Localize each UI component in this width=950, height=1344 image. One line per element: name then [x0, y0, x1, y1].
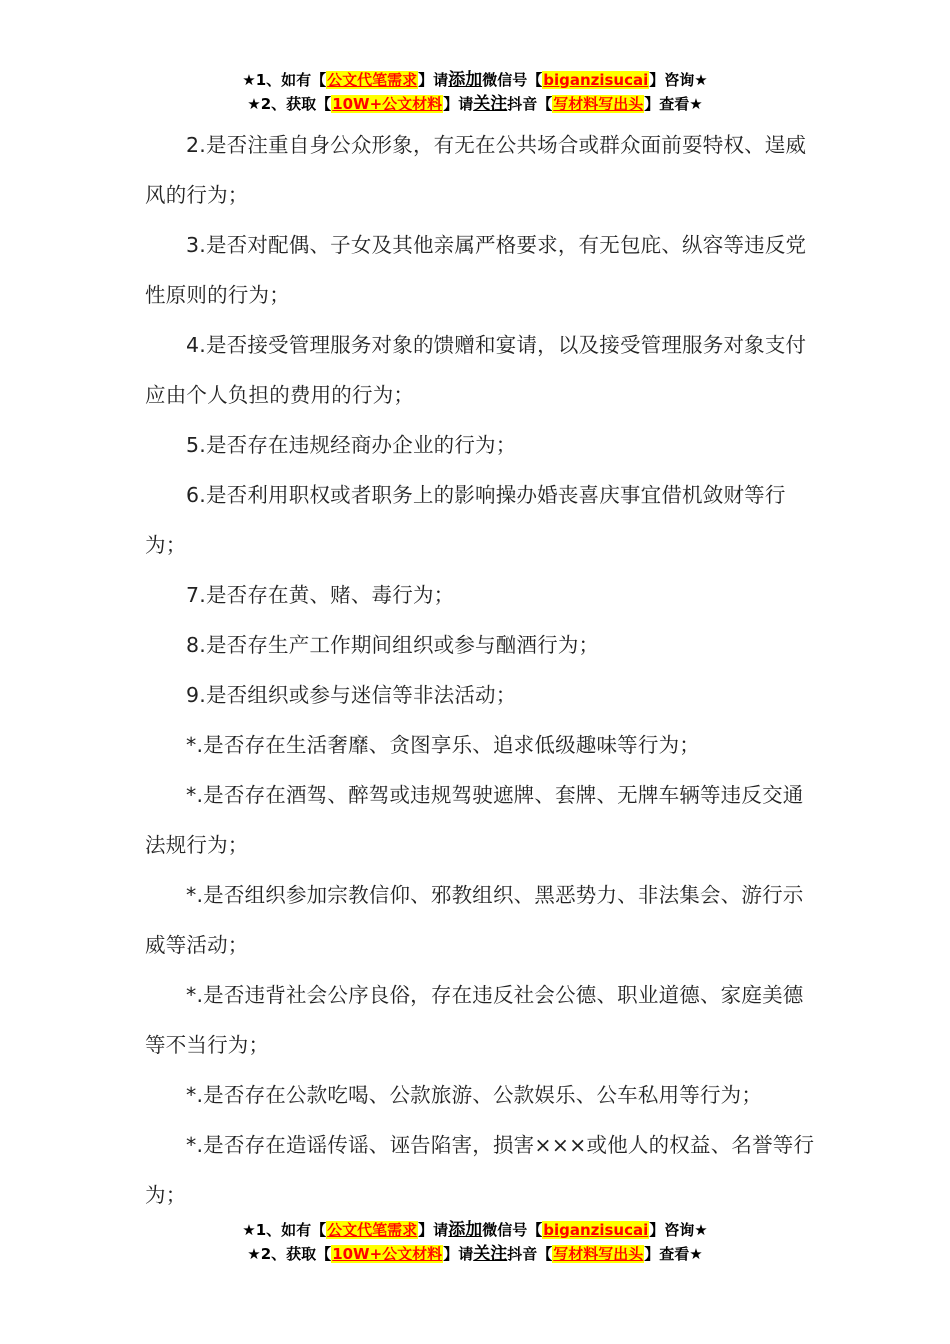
- highlight-service: 公文代笔需求: [327, 1221, 418, 1239]
- paragraph: *.是否存在酒驾、醉驾或违规驾驶遮牌、套牌、无牌车辆等违反交通法规行为；: [145, 783, 804, 857]
- highlight-materials: 10W+公文材料: [332, 1245, 443, 1263]
- banner-line-2: [0, 92, 950, 116]
- banner-text: ★2、获取【: [247, 95, 332, 113]
- banner-text: 抖音【: [507, 95, 553, 113]
- banner-text: 】咨询★: [649, 1221, 708, 1239]
- highlight-service: 公文代笔需求: [327, 71, 418, 89]
- paragraph: 2.是否注重自身公众形象，有无在公共场合或群众面前耍特权、逞威风的行为；: [145, 133, 807, 207]
- banner-text: ★1、如有【: [242, 1221, 327, 1239]
- banner-emphasis: 关注: [473, 1244, 508, 1264]
- paragraph: 9.是否组织或参与迷信等非法活动；: [186, 683, 517, 707]
- banner-text: 】查看★: [644, 95, 703, 113]
- banner-emphasis: 添加: [448, 70, 483, 90]
- paragraph: 6.是否利用职权或者职务上的影响操办婚丧喜庆事宜借机敛财等行为；: [145, 483, 786, 557]
- paragraph: *.是否违背社会公序良俗，存在违反社会公德、职业道德、家庭美德等不当行为；: [145, 983, 804, 1057]
- banner-line-1: [0, 1218, 950, 1242]
- banner-line-2: [0, 1242, 950, 1266]
- banner-text: 】请: [443, 95, 474, 113]
- banner-text: 抖音【: [507, 1245, 553, 1263]
- highlight-douyin-account: 写材料写出头: [553, 1245, 644, 1263]
- paragraph: 3.是否对配偶、子女及其他亲属严格要求，有无包庇、纵容等违反党性原则的行为；: [145, 233, 807, 307]
- banner-text: ★2、获取【: [247, 1245, 332, 1263]
- paragraph: *.是否存在公款吃喝、公款旅游、公款娱乐、公车私用等行为；: [186, 1083, 763, 1107]
- banner-emphasis: 关注: [473, 94, 508, 114]
- banner-text: 】咨询★: [649, 71, 708, 89]
- paragraph: *.是否组织参加宗教信仰、邪教组织、黑恶势力、非法集会、游行示威等活动；: [145, 883, 804, 957]
- banner-text: 】请: [418, 1221, 449, 1239]
- paragraph: 5.是否存在违规经商办企业的行为；: [186, 433, 517, 457]
- paragraph: 4.是否接受管理服务对象的馈赠和宴请，以及接受管理服务对象支付应由个人负担的费用的行为；: [145, 333, 807, 407]
- header-banner: [0, 68, 950, 116]
- highlight-materials: 10W+公文材料: [332, 95, 443, 113]
- highlight-douyin-account: 写材料写出头: [553, 95, 644, 113]
- highlight-wechat-id: biganzisucai: [543, 71, 649, 89]
- banner-line-1: [0, 68, 950, 92]
- paragraph: 8.是否存生产工作期间组织或参与酗酒行为；: [186, 633, 600, 657]
- paragraph: 7.是否存在黄、赌、毒行为；: [186, 583, 455, 607]
- highlight-wechat-id: biganzisucai: [543, 1221, 649, 1239]
- banner-text: 】请: [418, 71, 449, 89]
- banner-text: 微信号【: [482, 71, 543, 89]
- banner-text: 】查看★: [644, 1245, 703, 1263]
- paragraph: *.是否存在造谣传谣、诬告陷害，损害×××或他人的权益、名誉等行为；: [145, 1133, 815, 1207]
- banner-text: ★1、如有【: [242, 71, 327, 89]
- banner-text: 微信号【: [482, 1221, 543, 1239]
- banner-text: 】请: [443, 1245, 474, 1263]
- banner-emphasis: 添加: [448, 1220, 483, 1240]
- footer-banner: [0, 1218, 950, 1266]
- document-body: [145, 120, 815, 1220]
- paragraph: *.是否存在生活奢靡、贪图享乐、追求低级趣味等行为；: [186, 733, 700, 757]
